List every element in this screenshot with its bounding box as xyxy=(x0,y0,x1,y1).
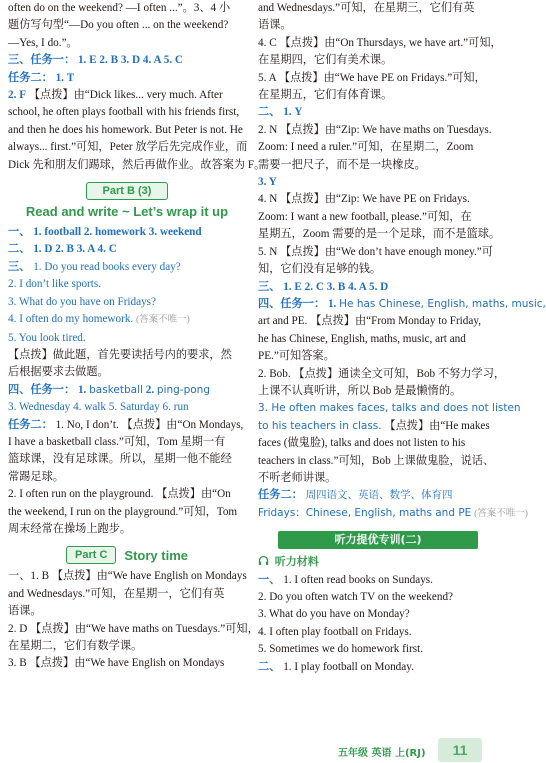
answer-text: 1. No, I don’t. 【点拨】由“On Mondays, xyxy=(55,418,244,431)
listening-title-line xyxy=(258,553,496,571)
sec2-line xyxy=(8,241,246,258)
listening-title: 听力材料 xyxy=(274,555,319,569)
text-line: 5. N 【点拨】由“We don’t have enough money.”可 xyxy=(258,245,493,258)
section-title: Read and write ~ Let’s wrap it up xyxy=(25,204,229,220)
listening-line: 3. What do you have on Monday? xyxy=(258,608,410,621)
handwritten-answer: Fridays：Chinese, English, maths and PE xyxy=(258,506,472,519)
handwritten-answer: ping-pong xyxy=(156,383,211,396)
q2-line xyxy=(8,87,246,104)
sec1-line xyxy=(8,224,246,241)
answer-line: 2. I don’t like sports. xyxy=(8,278,102,291)
text-line: 【点拨】做此题，首先要读括号内的要求，然 xyxy=(8,348,232,361)
text-line: —Yes, I do.”。 xyxy=(8,36,78,49)
sec2-label: 二、 xyxy=(258,106,281,119)
text-line: 常踢足球。 xyxy=(8,470,64,483)
sec3-line xyxy=(8,259,246,276)
sec2-answer: 1. Y xyxy=(283,106,303,119)
text-line: 需要一把尺子，而不是一块橡皮。 xyxy=(258,158,426,171)
text-line: faces (做鬼脸), talks and does not listen to his xyxy=(258,437,466,450)
answer-number: 2. xyxy=(145,383,157,396)
headphones-icon xyxy=(258,555,269,566)
handwritten-answer: 周四语文、英语、数学、体育四 xyxy=(305,489,453,502)
task2-line xyxy=(8,70,246,87)
sec4-task2-label: 任务二： xyxy=(8,418,53,431)
answer-number: 1. xyxy=(327,297,340,310)
text-line: often do on the weekend? —I often ...”。3、4 小 xyxy=(8,2,231,14)
text-line: 3. B 【点拨】由“We have English on Mondays xyxy=(8,657,225,670)
sec3-label: 三、 xyxy=(258,280,281,293)
listening-banner: 听力提优专训(二) xyxy=(278,531,478,549)
sec4-label: 四、任务一： xyxy=(258,297,326,310)
text-line: 2. N 【点拨】由“Zip: We have maths on Tuesdays. xyxy=(258,123,492,136)
answer-number: 1. xyxy=(77,383,90,396)
text-line: and Wednesdays.”可知，在星期一，它们有英 xyxy=(8,587,225,600)
text-line: 题仿写句型“—Do you often ... on the weekend? xyxy=(8,19,229,32)
text-line: 语课。 xyxy=(8,605,42,618)
tip-text: 【点拨】由“He makes xyxy=(384,419,490,432)
text-line: 知，它们没有足够的钱。 xyxy=(258,263,382,276)
sec3-answer: 1. Do you read books every day? xyxy=(33,260,181,273)
listening-line: 4. I often play football on Fridays. xyxy=(258,625,412,638)
page-number: 11 xyxy=(438,738,482,762)
answer-note: (答案不唯一) xyxy=(474,508,528,519)
text-line: I have a basketball class.”可知，Tom 星期一有 xyxy=(8,435,226,448)
text-line: 语课。 xyxy=(258,19,292,32)
sec3-label: 三、 xyxy=(8,260,31,273)
text-line: 上课不认真听讲，所以 Bob 是最懒惰的。 xyxy=(258,384,462,397)
sec1-label: 一、 xyxy=(8,226,31,239)
text-line: always... first.”可知，Peter 放学后先完成作业，而 xyxy=(8,141,248,154)
text-line: and then he does his homework. But Peter is not. He xyxy=(8,123,243,136)
text-line: 5. A 【点拨】由“We have PE on Fridays.”可知， xyxy=(258,71,486,84)
answer-line xyxy=(258,505,528,523)
answer-line xyxy=(258,418,496,435)
listen-sec1-label: 一、 xyxy=(258,573,281,586)
text-line: 4. C 【点拨】由“On Thursdays, we have art.”可知， xyxy=(258,36,502,49)
handwritten-answer: to his teachers in class. xyxy=(258,419,382,432)
answer-line xyxy=(8,311,246,329)
text-line: 在星期四，它们有美术课。 xyxy=(258,54,393,67)
text-line: Zoom: I need a ruler.”可知，在星期二，Zoom xyxy=(258,141,474,154)
sec2-line xyxy=(258,104,496,121)
answer-line: 3. Y xyxy=(258,176,277,189)
part-c-label: Part C xyxy=(66,546,116,564)
part-c-heading xyxy=(8,546,246,564)
sec4-task1-line xyxy=(8,382,246,399)
sec3-line xyxy=(258,279,496,296)
text-line: school, he often plays football with his friends first, xyxy=(8,106,240,119)
sec1-answer: 1. football 2. homework 3. weekend xyxy=(33,226,202,239)
text-line: he has Chinese, English, maths, music, art and xyxy=(258,332,466,345)
sec2-answer: 1. D 2. B 3. A 4. C xyxy=(33,243,117,256)
listen-sec2-label: 二、 xyxy=(258,660,281,673)
listening-line xyxy=(258,572,496,589)
story-time-label: Story time xyxy=(124,547,188,563)
text-line: 不听老师讲课。 xyxy=(258,471,337,484)
sec4-task2-line xyxy=(8,417,246,434)
text-line: 篮球课，没有足球课。所以，星期一他不能经 xyxy=(8,453,232,466)
text-line: the weekend, I run on the playground.”可知，Tom xyxy=(8,505,238,518)
task2-answer: 1. T xyxy=(55,71,75,84)
sec4-line xyxy=(258,296,546,313)
answer-line: 5. You look tired. xyxy=(8,331,86,344)
text-line: 2. D 【点拨】由“We have maths on Tuesdays.”可知， xyxy=(8,622,259,635)
listening-line: 5. Sometimes we do homework first. xyxy=(258,643,423,656)
answer-line: 3. Wednesday 4. walk 5. Saturday 6. run xyxy=(8,401,189,414)
listening-text: 1. I often read books on Sundays. xyxy=(283,573,433,586)
handwritten-answer: basketball xyxy=(89,383,143,396)
text-line: 星期五，Zoom 需要的是一个足球，而不是篮球。 xyxy=(258,228,501,241)
text-line: 4. N 【点拨】由“Zip: We have PE on Fridays. xyxy=(258,193,470,206)
text-line: 2. I often run on the playground. 【点拨】由“On xyxy=(8,488,231,501)
listening-line: 2. Do you often watch TV on the weekend? xyxy=(258,591,454,603)
text-line: PE.”可知答案。 xyxy=(258,350,335,363)
answer-line: 3. What do you have on Fridays? xyxy=(8,295,156,308)
left-column xyxy=(8,0,266,673)
text-line: 在星期二，它们有数学课。 xyxy=(8,640,143,652)
text-line: Zoom: I want a new football, please.”可知，在 xyxy=(258,210,472,223)
sec4-task2-line xyxy=(258,487,496,504)
answer-note: (答案不唯一) xyxy=(136,315,190,326)
task1-line xyxy=(8,52,246,69)
q2-label: 2. F xyxy=(8,89,27,102)
sec4-task2-label: 任务二： xyxy=(258,489,303,502)
text-line: 一、1. B 【点拨】由“We have English on Mondays xyxy=(8,570,247,583)
text-line: 2. Bob. 【点拨】通读全文可知，Bob 不努力学习， xyxy=(258,367,506,380)
text-line: and Wednesdays.”可知，在星期三，它们有英 xyxy=(258,2,475,14)
text-line: art and PE. 【点拨】由“From Monday to Friday, xyxy=(258,315,482,328)
task1-label: 三、任务一： xyxy=(8,54,76,67)
text-line: teachers in class.”可知，Bob 上课做鬼脸，说话、 xyxy=(258,454,495,467)
handwritten-line: 3. He often makes faces, talks and does not listen xyxy=(258,402,521,415)
page-footer xyxy=(0,738,500,763)
sec4-task1-label: 四、任务一： xyxy=(8,383,76,396)
grade-subject-label: 五年级 英语 上(RJ) xyxy=(338,748,426,759)
text-line: Dick 先和朋友们踢球，然后再做作业。故答案为 F。 xyxy=(8,158,266,171)
task1-answer: 1. E 2. B 3. D 4. A 5. C xyxy=(77,54,183,67)
right-column xyxy=(258,0,546,676)
task2-label: 任务二： xyxy=(8,71,53,84)
listening-line xyxy=(258,659,496,676)
answer-text: 4. I often do my homework. xyxy=(8,313,134,326)
text-line: 周末经常在操场上跑步。 xyxy=(8,522,132,535)
text-line: 在星期五，它们有体育课。 xyxy=(258,89,393,102)
text-line: 后根据要求去做题。 xyxy=(8,366,109,379)
part-b-heading: Part B (3) xyxy=(86,182,168,200)
handwritten-answer: He has Chinese, English, maths, music, xyxy=(339,297,546,310)
listening-text: 1. I play football on Monday. xyxy=(283,660,414,673)
sec2-label: 二、 xyxy=(8,243,31,256)
sec3-answer: 1. E 2. C 3. B 4. A 5. D xyxy=(283,280,389,293)
q2-tip: 【点拨】由“Dick likes... very much. After xyxy=(28,89,223,102)
